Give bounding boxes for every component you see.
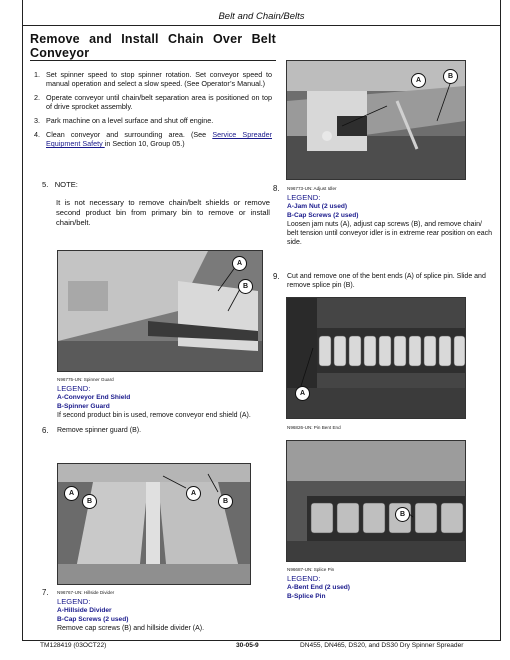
step-text: Remove cap screws (B) and hillside divider (A). — [57, 625, 205, 632]
step-item: 2. Operate conveyor until chain/belt separation area is positioned on top of drive sprocket assembly. — [34, 93, 272, 111]
spinner-guard-illustration — [58, 251, 262, 371]
legend — [57, 597, 273, 633]
legend-title: LEGEND: — [287, 574, 321, 583]
callout-a: A — [64, 486, 79, 501]
callout-a: A — [186, 486, 201, 501]
callout-b: B — [443, 69, 458, 84]
section-title: Belt and Chain/Belts — [218, 11, 305, 22]
callout-a: A — [232, 256, 247, 271]
legend-title: LEGEND: — [57, 597, 91, 606]
legend — [57, 384, 273, 420]
figure-caption: N96767-UN: Hillside Divider — [57, 590, 115, 595]
legend-title: LEGEND: — [287, 193, 321, 202]
footer-center: 30-05-9 — [236, 642, 259, 649]
step-item: 4. Clean conveyor and surrounding area. (See Service Spreader Equipment Safety in Section 10, Group 05.) — [34, 130, 272, 148]
step-number: 9. — [273, 272, 280, 281]
note-heading: 5. NOTE: — [42, 180, 78, 189]
step-item: 1. Set spinner speed to stop spinner rotation. Set conveyor speed to manual operation and select a slow speed. (See Operator’s Manual.) — [34, 70, 272, 88]
callout-a: A — [411, 73, 426, 88]
hillside-divider-illustration — [58, 464, 250, 584]
callout-b: B — [82, 494, 97, 509]
step-text: Cut and remove one of the bent ends (A) of splice pin. Slide and remove splice pin (B). — [287, 273, 486, 289]
spinner-guard-photo — [57, 250, 263, 372]
step-number: 8. — [273, 184, 280, 193]
safety-link[interactable]: Service Spreader Equipment Safety — [46, 130, 272, 148]
callout-a: A — [295, 386, 310, 401]
splice-pin-illustration — [287, 441, 465, 561]
hillside-divider-photo — [57, 463, 251, 585]
legend-item: A-Conveyor End Shield — [57, 394, 131, 401]
legend — [287, 574, 493, 601]
pin-bent-end-illustration — [287, 298, 465, 418]
step-text: Loosen jam nuts (A), adjust cap screws (B), and remove chain/ belt tension until conveyor idler is in extreme rear position on each side. — [287, 221, 493, 246]
footer-right: DN455, DN465, DS20, and DS30 Dry Spinner Spreader — [300, 642, 464, 649]
adjust-idler-illustration — [287, 61, 465, 179]
legend-title: LEGEND: — [57, 384, 91, 393]
legend-item: A-Bent End (2 used) — [287, 584, 351, 591]
adjust-idler-photo — [286, 60, 466, 180]
legend-item: B-Splice Pin — [287, 593, 326, 600]
step-item: 3. Park machine on a level surface and shut off engine. — [34, 116, 214, 125]
step-number: 6. — [42, 426, 49, 435]
legend-item: A-Jam Nut (2 used) — [287, 203, 348, 210]
pin-bent-end-photo — [286, 297, 466, 419]
step-text: If second product bin is used, remove conveyor end shield (A). — [57, 412, 251, 419]
steps-list — [34, 70, 272, 153]
figure-caption: N96775-UN: Spinner Guard — [57, 377, 114, 382]
footer-rule — [22, 640, 501, 641]
procedure-title: Remove and Install Chain Over Belt Conveyor — [30, 32, 276, 60]
figure-caption: N96687-UN: Splice Pin — [287, 567, 335, 572]
legend — [287, 193, 493, 247]
procedure-title-box — [30, 32, 276, 61]
callout-b: B — [238, 279, 253, 294]
legend-item: B-Spinner Guard — [57, 403, 110, 410]
footer-left: TM128419 (03OCT22) — [40, 642, 107, 649]
figure-caption: N96773-UN: Adjust Idler — [287, 186, 337, 191]
callout-b: B — [395, 507, 410, 522]
legend-item: A-Hillside Divider — [57, 607, 112, 614]
note-text: It is not necessary to remove chain/belt shields or remove second product bin from primary bin to remove or install chain/belt. — [56, 198, 270, 227]
page-header — [22, 0, 501, 26]
step-number: 7. — [42, 588, 49, 597]
callout-b: B — [218, 494, 233, 509]
legend-item: B-Cap Screws (2 used) — [287, 212, 359, 219]
legend-item: B-Cap Screws (2 used) — [57, 616, 129, 623]
step-text: Remove spinner guard (B). — [57, 427, 142, 434]
splice-pin-photo — [286, 440, 466, 562]
figure-caption: N96826-UN: Pin Bent End — [287, 425, 341, 430]
